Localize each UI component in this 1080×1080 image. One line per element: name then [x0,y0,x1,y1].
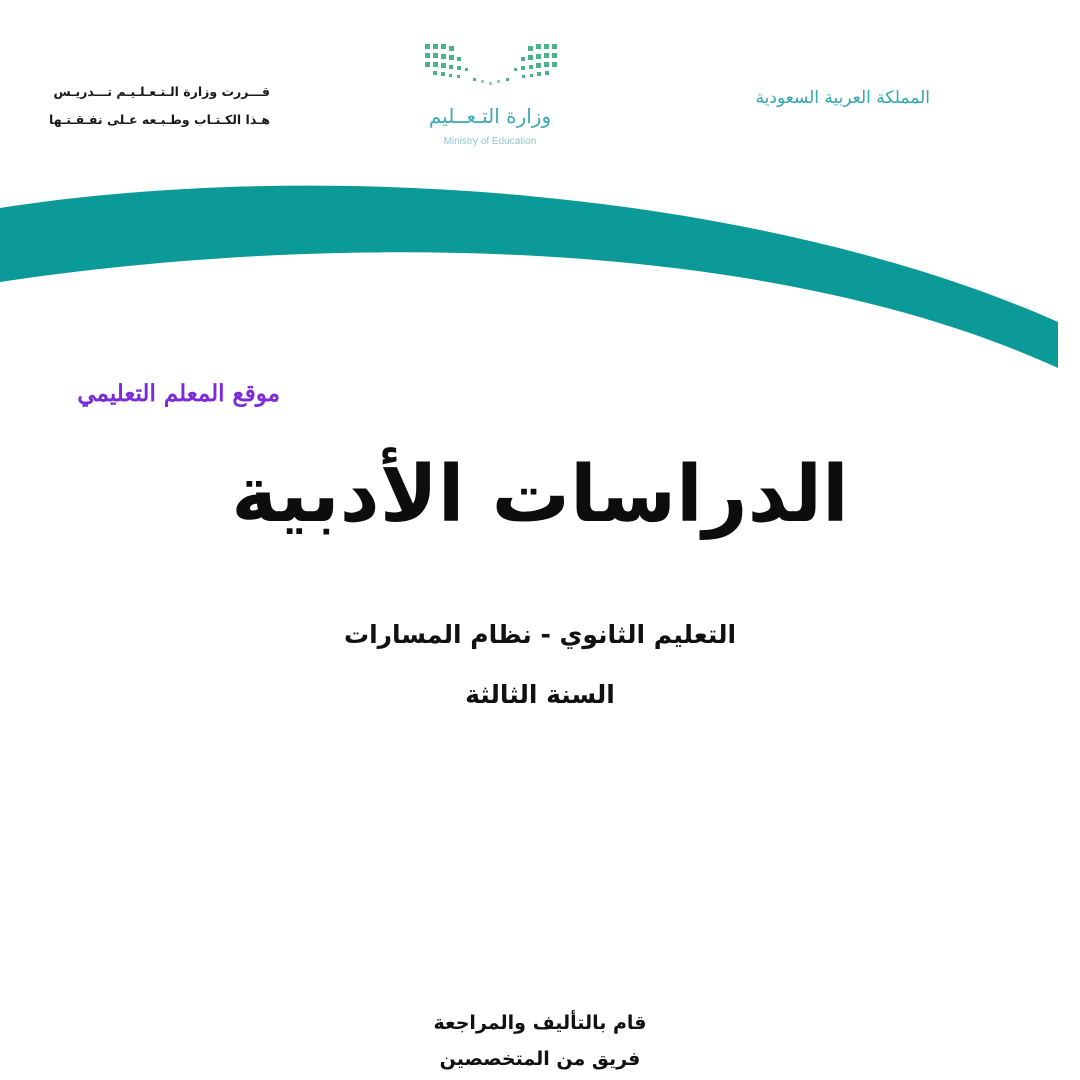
authorship-line-1: قام بالتأليف والمراجعة [433,1012,647,1034]
site-watermark: موقع المعلم التعليمي [77,380,280,407]
book-title: الدراسات الأدبية [231,450,849,540]
authorship-line-2: فريق من المتخصصين [439,1048,641,1070]
book-grade: السنة الثالثة [465,680,615,709]
kingdom-name: المملكة العربية السعودية [755,88,930,108]
ministry-logo-dots-icon [421,38,561,100]
ministry-notice [20,78,270,134]
book-subtitle: التعليم الثانوي - نظام المسارات [343,620,737,649]
ministry-logo-arabic: وزارة التـعــليم [428,104,552,128]
ministry-logo-english: Ministry of Education [443,136,537,147]
ministry-logo [395,38,585,158]
notice-line-2: هـذا الكـتـاب وطـبـعه عـلى نفـقـتـها [49,112,270,127]
notice-line-1: قـــررت وزارة الـتـعـلـيـم تـــدريـس [53,84,270,99]
